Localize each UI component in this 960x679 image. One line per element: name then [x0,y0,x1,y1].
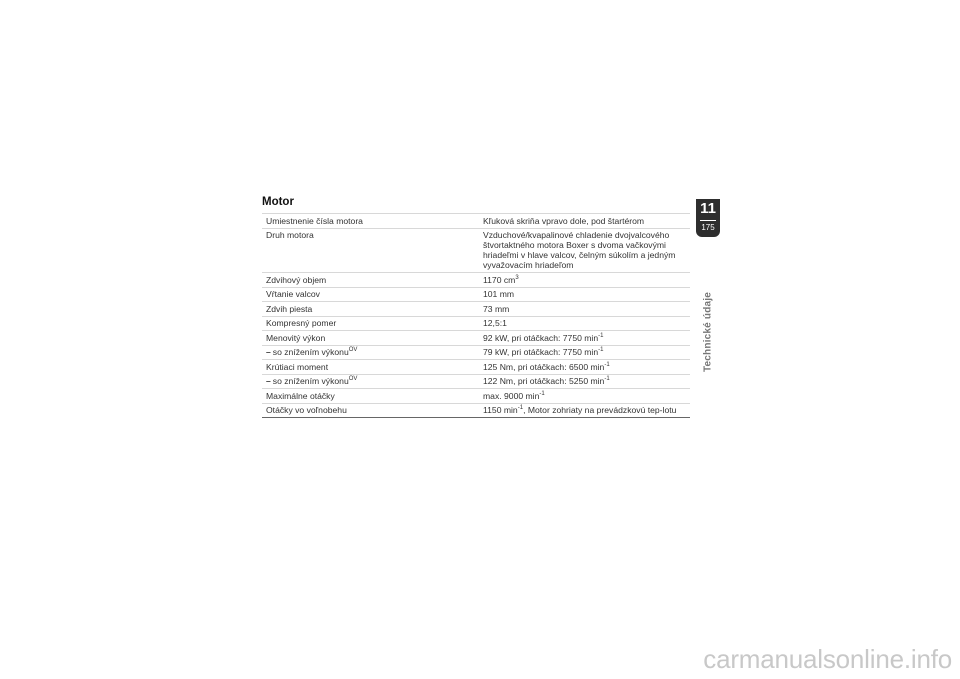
label-superscript: OV [348,347,358,353]
row-value-text: 1170 cm [483,274,516,285]
row-value [479,360,690,375]
row-label-text: Maximálne otáčky [266,390,335,401]
section-title: Motor [262,196,294,208]
row-value [479,273,690,288]
watermark: carmanualsonline.info [703,644,952,674]
row-value [479,302,690,317]
row-label-text: Umiestnenie čísla motora [266,215,363,226]
table-row [262,302,690,317]
chapter-number: 11 [700,200,716,217]
row-value-text: 101 mm [483,289,515,299]
value-superscript: -1 [604,376,610,382]
row-value [479,374,690,389]
value-superscript: 3 [515,274,519,281]
row-label [262,287,479,302]
row-label-text: Menovitý výkon [266,332,326,343]
row-value-text: 12,5:1 [483,318,507,328]
row-value-text: 1150 min [483,405,518,415]
row-value [479,345,690,360]
page-number: 175 [701,223,715,232]
row-value-continuation: , Motor zohriaty na prevádzkovú tep-lotu [523,405,677,415]
table-row [262,389,690,404]
sub-item-dash: – [266,347,271,357]
table-row [262,228,690,273]
row-value [479,228,690,273]
value-superscript: -1 [517,405,524,411]
value-superscript: -1 [539,390,545,397]
row-label-text: Zdvihový objem [266,274,327,285]
value-superscript: -1 [604,361,610,368]
row-label-text: so znížením výkonu [272,376,349,386]
chapter-divider [700,220,716,221]
table-row [262,331,690,346]
row-label-text: Krútiaci moment [266,361,329,372]
value-superscript: -1 [598,332,604,339]
table-row [262,273,690,288]
row-value-text: 79 kW, pri otáčkach: 7750 min [483,347,599,357]
table-row [262,374,690,389]
chapter-tab [696,199,720,237]
spec-table [262,213,690,418]
row-value-text: Vzduchové/kvapalinové chladenie dvojvalcového štvortaktného motora Boxer s dvoma vačkovými hriadeľmi v hlave valcov, čelným súkolím a jedným vyvažovacím hriadeľom [483,230,676,270]
row-label-text: Druh motora [266,230,314,240]
sub-item-dash: – [266,376,271,386]
row-label-text: Otáčky vo voľnobehu [266,405,347,415]
row-label [262,360,479,375]
table-row [262,287,690,302]
row-label [262,228,479,273]
row-label-text: Vŕtanie valcov [266,289,320,299]
row-value-text: 92 kW, pri otáčkach: 7750 min [483,332,599,343]
row-label-text: so znížením výkonu [272,347,349,357]
row-value-text: max. 9000 min [483,390,540,401]
row-label [262,374,479,389]
value-superscript: -1 [598,347,604,353]
table-row [262,403,690,418]
row-label [262,403,479,418]
row-value [479,389,690,404]
label-superscript: OV [348,376,358,382]
row-label-text: Kompresný pomer [266,318,337,328]
row-value-text: 73 mm [483,303,510,314]
table-row [262,316,690,331]
table-row [262,214,690,229]
table-row [262,345,690,360]
row-value-text: 125 Nm, pri otáčkach: 6500 min [483,361,605,372]
row-value [479,403,690,418]
row-value [479,316,690,331]
row-value-text: Kľuková skriňa vpravo dole, pod štartérom [483,215,645,226]
row-label [262,302,479,317]
row-label [262,316,479,331]
row-label [262,331,479,346]
chapter-title: Technické údaje [702,291,714,373]
row-value-text: 122 Nm, pri otáčkach: 5250 min [483,376,605,386]
table-row [262,360,690,375]
row-value [479,331,690,346]
row-label [262,345,479,360]
row-value [479,214,690,229]
row-value [479,287,690,302]
row-label-text: Zdvih piesta [266,303,313,314]
row-label [262,273,479,288]
row-label [262,214,479,229]
row-label [262,389,479,404]
